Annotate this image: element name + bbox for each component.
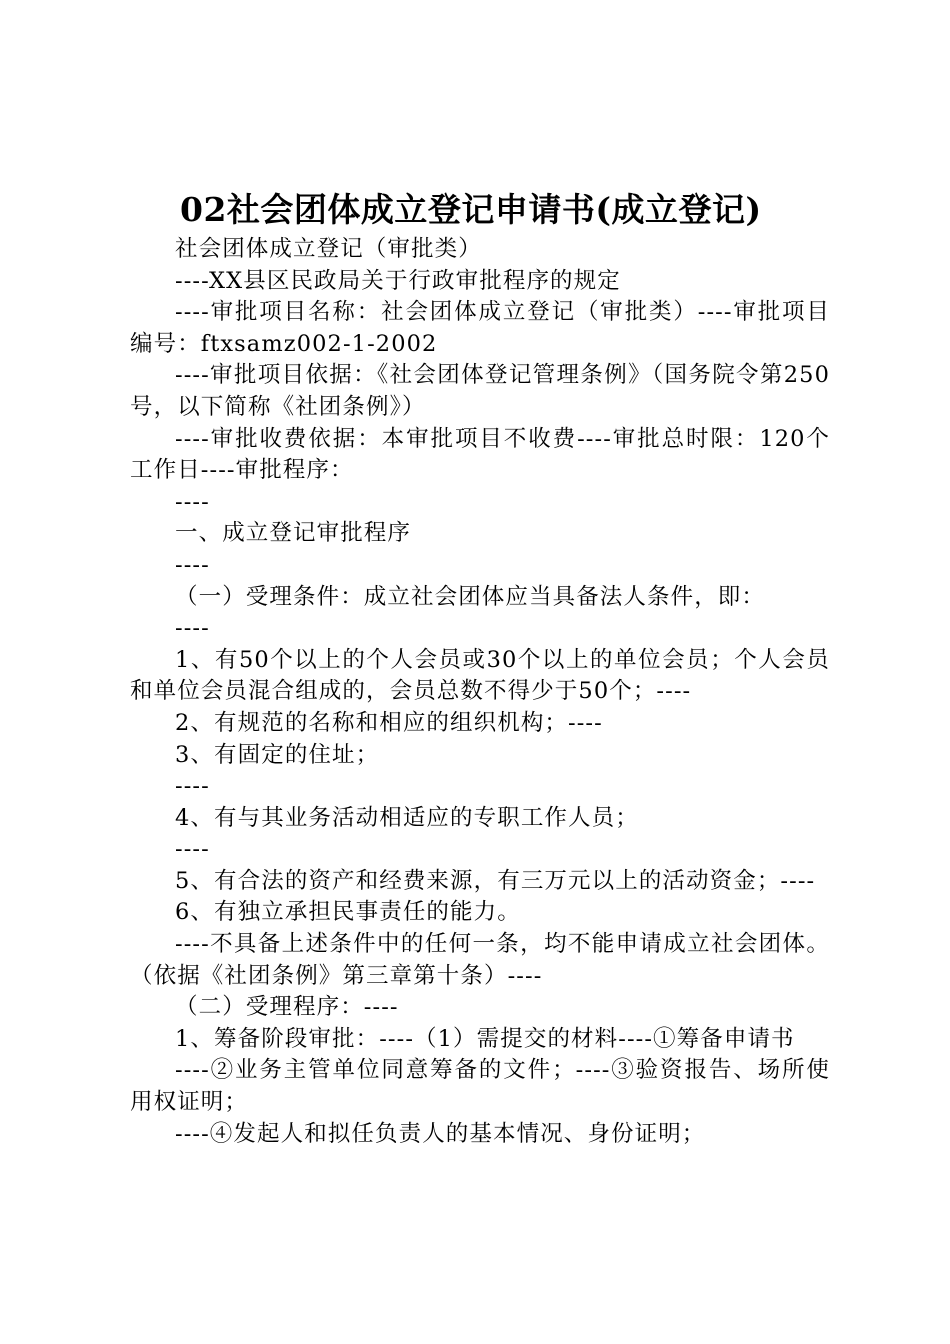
list-item: 1、有50个以上的个人会员或30个以上的单位会员；个人会员和单位会员混合组成的，会员总数不得少于50个；---- [130, 646, 830, 705]
paragraph: ---- [175, 488, 210, 515]
paragraph: ---- [175, 551, 210, 578]
paragraph: ----④发起人和拟任负责人的基本情况、身份证明； [175, 1120, 706, 1147]
section-heading: 一、成立登记审批程序 [175, 520, 412, 547]
paragraph: ----审批收费依据：本审批项目不收费----审批总时限：120个工作日----审批程序： [130, 425, 830, 484]
list-item: 2、有规范的名称和相应的组织机构；---- [175, 709, 603, 736]
document-page [130, 186, 830, 1150]
paragraph: ---- [175, 773, 210, 800]
list-item: 1、筹备阶段审批：----（1）需提交的材料----①筹备申请书 [175, 1025, 795, 1052]
document-title: 02社会团体成立登记申请书(成立登记) [180, 190, 762, 229]
list-item: 4、有与其业务活动相适应的专职工作人员； [175, 804, 639, 831]
subsection-heading: （二）受理程序：---- [175, 994, 399, 1021]
paragraph: 社会团体成立登记（审批类） [175, 236, 482, 262]
document-body [130, 234, 830, 1150]
paragraph: ----不具备上述条件中的任何一条，均不能申请成立社会团体。（依据《社团条例》第三章第十条）---- [130, 931, 830, 989]
subsection-heading: （一）受理条件：成立社会团体应当具备法人条件，即： [175, 583, 766, 610]
list-item: 6、有独立承担民事责任的能力。 [175, 899, 521, 926]
paragraph: ----审批项目依据：《社会团体登记管理条例》（国务院令第250号，以下简称《社团条例》） [130, 362, 830, 420]
list-item: 3、有固定的住址； [175, 741, 380, 768]
paragraph: ----审批项目名称：社会团体成立登记（审批类）----审批项目编号：ftxsamz002-1-2002 [130, 299, 830, 357]
paragraph: ----XX县区民政局关于行政审批程序的规定 [175, 267, 621, 294]
paragraph: ---- [175, 836, 210, 863]
paragraph: ----②业务主管单位同意筹备的文件；----③验资报告、场所使用权证明； [130, 1057, 830, 1116]
paragraph: ---- [175, 615, 210, 642]
list-item: 5、有合法的资产和经费来源，有三万元以上的活动资金；---- [175, 867, 816, 894]
